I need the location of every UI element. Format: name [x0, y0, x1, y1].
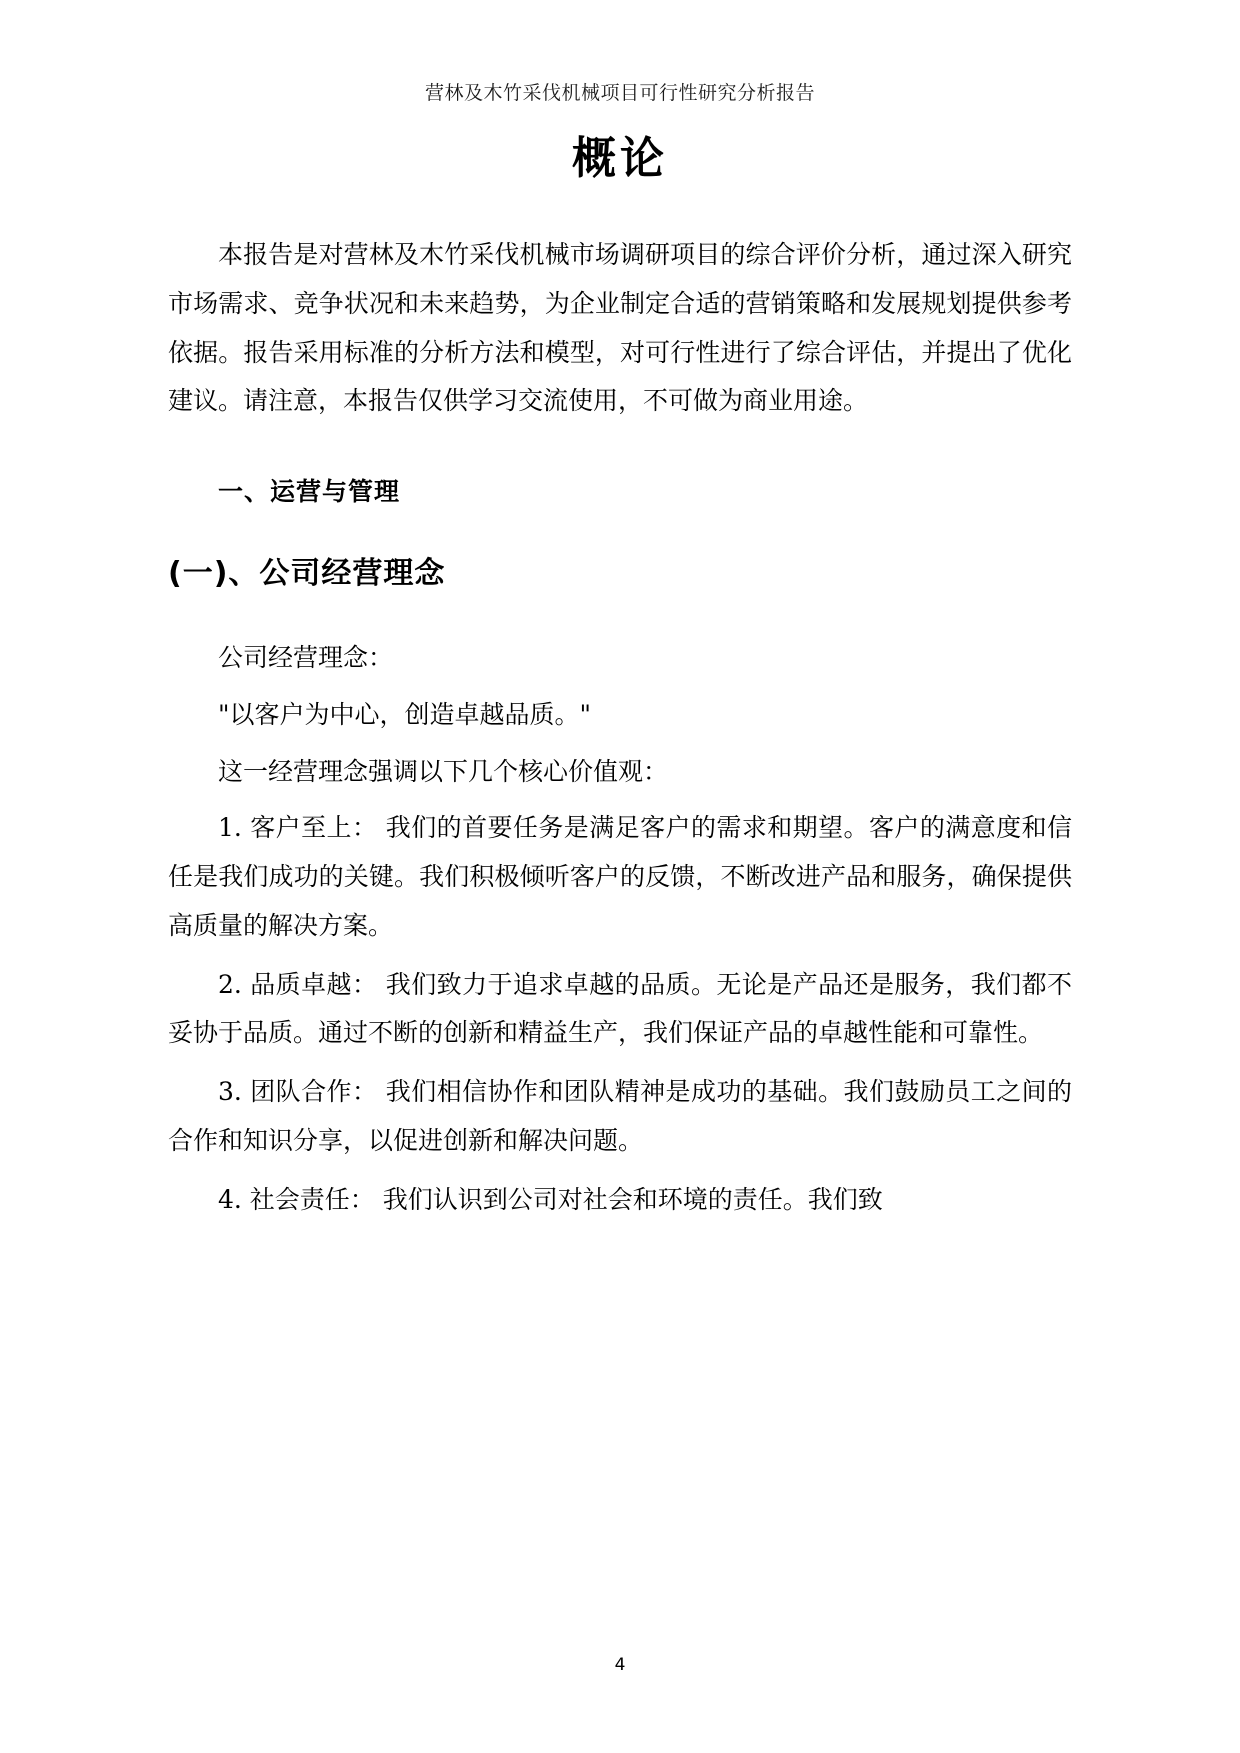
subsection-heading: (一)、公司经营理念 [168, 556, 446, 592]
paragraph-core-values-intro: 这一经营理念强调以下几个核心价值观： [218, 756, 669, 786]
intro-paragraph: 本报告是对营林及木竹采伐机械市场调研项目的综合评价分析，通过深入研究市场需求、竞争状况和未来趋势，为企业制定合适的营销策略和发展规划提供参考依据。报告采用标准的分析方法和模型，对可行性进行了综合评估，并提出了优化建议。请注意，本报告仅供学习交流使用，不可做为商业用途。 [168, 240, 1072, 416]
numbered-item-1: 1. 客户至上： 我们的首要任务是满足客户的需求和期望。客户的满意度和信任是我们成功的关键。我们积极倾听客户的反馈，不断改进产品和服务，确保提供高质量的解决方案。 [168, 813, 1072, 940]
body-text-block [168, 634, 1072, 1224]
page-number: 4 [614, 1655, 626, 1675]
paragraph-philosophy-label: 公司经营理念： [218, 643, 394, 673]
page-title: 概论 [572, 133, 668, 184]
numbered-item-3: 3. 团队合作： 我们相信协作和团队精神是成功的基础。我们鼓励员工之间的合作和知识分享，以促进创新和解决问题。 [168, 1077, 1072, 1155]
paragraph-philosophy-quote: "以客户为中心，创造卓越品质。" [218, 699, 591, 729]
running-header: 营林及木竹采伐机械项目可行性研究分析报告 [424, 82, 815, 104]
document-content [168, 130, 1072, 1234]
section-heading: 一、运营与管理 [218, 477, 401, 507]
numbered-item-4: 4. 社会责任： 我们认识到公司对社会和环境的责任。我们致 [218, 1184, 883, 1214]
numbered-item-2: 2. 品质卓越： 我们致力于追求卓越的品质。无论是产品还是服务，我们都不妥协于品质。通过不断的创新和精益生产，我们保证产品的卓越性能和可靠性。 [168, 969, 1072, 1048]
